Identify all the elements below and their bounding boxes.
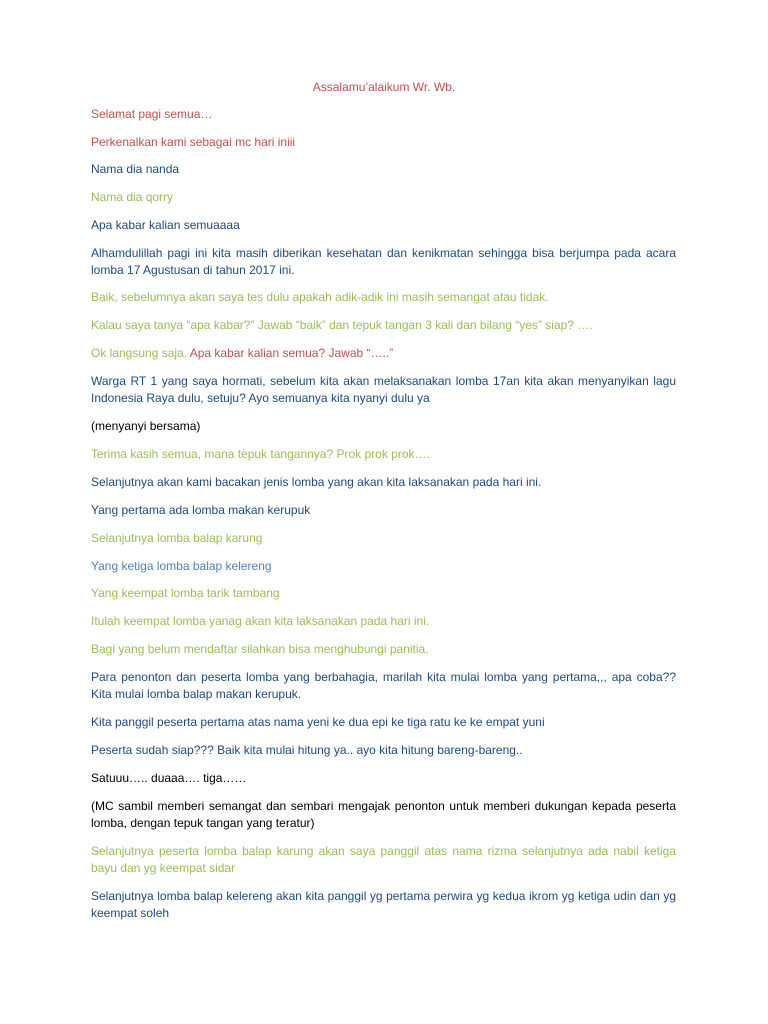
paragraph: Warga RT 1 yang saya hormati, sebelum kita akan melaksanakan lomba 17an kita akan menyanyikan lagu Indonesia Raya dulu, setuju? Ayo semuanya kita nyanyi dulu ya [91,374,676,405]
paragraph: Apa kabar kalian semuaaaa [91,218,240,232]
paragraph: (MC sambil memberi semangat dan sembari mengajak penonton untuk memberi dukungan kepada peserta lomba, dengan tepuk tangan yang teratur) [91,799,676,830]
paragraph: Nama dia qorry [91,190,174,204]
paragraph: Satuuu….. duaaa…. tiga…… [91,771,247,785]
document-title: Assalamu’alaikum Wr. Wb. [312,80,456,94]
paragraph: Selanjutnya lomba balap karung [91,531,263,545]
paragraph: Kalau saya tanya “apa kabar?” Jawab “baik” dan tepuk tangan 3 kali dan bilang “yes” siap? …. [91,318,593,332]
paragraph: Kita panggil peserta pertama atas nama yeni ke dua epi ke tiga ratu ke ke empat yuni [91,715,545,729]
paragraph [91,345,676,362]
paragraph: Selamat pagi semua… [91,107,213,121]
paragraph: Yang pertama ada lomba makan kerupuk [91,503,311,517]
paragraph: Selanjutnya akan kami bacakan jenis lomba yang akan kita laksanakan pada hari ini. [91,475,542,489]
paragraph: Selanjutnya lomba balap kelereng akan kita panggil yg pertama perwira yg kedua ikrom yg ketiga udin dan yg keempat soleh [91,889,676,920]
paragraph: Baik, sebelumnya akan saya tes dulu apakah adik-adik ini masih semangat atau tidak. [91,290,549,304]
paragraph: Itulah keempat lomba yanag akan kita laksanakan pada hari ini. [91,614,430,628]
paragraph: Perkenalkan kami sebagai mc hari iniii [91,135,296,149]
paragraph: Nama dia nanda [91,162,180,176]
paragraph: Yang ketiga lomba balap kelereng [91,559,272,573]
paragraph: Bagi yang belum mendaftar silahkan bisa menghubungi panitia. [91,642,429,656]
paragraph-segment: Apa kabar kalian semua? Jawab “…..” [189,346,394,360]
paragraph: Selanjutnya peserta lomba balap karung akan saya panggil atas nama rizma selanjutnya ada nabil ketiga bayu dan yg keempat sidar [91,844,676,875]
paragraph: Peserta sudah siap??? Baik kita mulai hitung ya.. ayo kita hitung bareng-bareng.. [91,743,523,757]
paragraph: Yang keempat lomba tarik tambang [91,586,280,600]
paragraph: Alhamdulillah pagi ini kita masih diberikan kesehatan dan kenikmatan sehingga bisa berjumpa pada acara lomba 17 Agustusan di tahun 2017 ini. [91,246,676,277]
paragraph-segment: Ok langsung saja. [91,346,190,360]
paragraph: (menyanyi bersama) [91,419,201,433]
paragraph: Terima kasih semua, mana tepuk tangannya? Prok prok prok…. [91,447,430,461]
paragraph: Para penonton dan peserta lomba yang berbahagia, marilah kita mulai lomba yang pertama,,, apa coba?? Kita mulai lomba balap makan kerupuk. [91,670,676,701]
